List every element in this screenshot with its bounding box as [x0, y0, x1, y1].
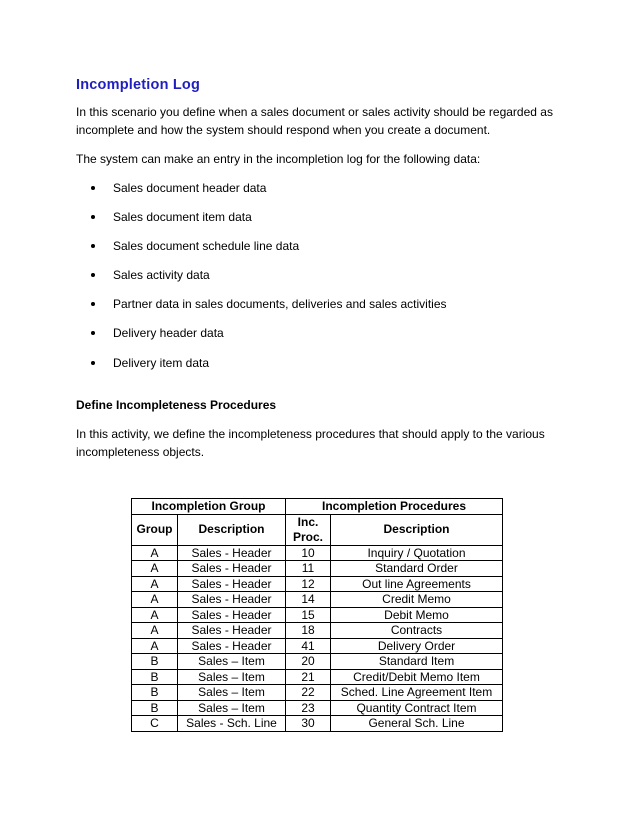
table-row — [132, 638, 503, 654]
table-row — [132, 669, 503, 685]
cell-group: C — [132, 716, 178, 732]
col-group-header: Group — [132, 514, 178, 545]
incompletion-procedures-header: Incompletion Procedures — [286, 499, 503, 515]
bullet-icon — [91, 186, 95, 190]
cell-proc-description: Contracts — [331, 623, 503, 639]
table-row — [132, 685, 503, 701]
cell-group: B — [132, 669, 178, 685]
bullet-icon — [91, 215, 95, 219]
cell-proc-description: General Sch. Line — [331, 716, 503, 732]
cell-proc-description: Out line Agreements — [331, 576, 503, 592]
cell-group: A — [132, 607, 178, 623]
cell-proc-description: Sched. Line Agreement Item — [331, 685, 503, 701]
cell-description: Sales - Header — [178, 592, 286, 608]
list-item: Delivery item data — [76, 356, 447, 385]
cell-description: Sales - Header — [178, 623, 286, 639]
col-description-header: Description — [178, 514, 286, 545]
cell-inc-proc: 41 — [286, 638, 331, 654]
bullet-icon — [91, 361, 95, 365]
cell-proc-description: Credit/Debit Memo Item — [331, 669, 503, 685]
table-row — [132, 654, 503, 670]
cell-proc-description: Debit Memo — [331, 607, 503, 623]
cell-group: A — [132, 561, 178, 577]
cell-description: Sales - Header — [178, 638, 286, 654]
table-body — [132, 545, 503, 731]
cell-inc-proc: 14 — [286, 592, 331, 608]
cell-description: Sales - Header — [178, 576, 286, 592]
cell-inc-proc: 22 — [286, 685, 331, 701]
cell-description: Sales - Header — [178, 607, 286, 623]
log-intro-paragraph: The system can make an entry in the incompletion log for the following data: — [76, 152, 481, 166]
cell-group: A — [132, 576, 178, 592]
table-row — [132, 545, 503, 561]
list-item: Sales document item data — [76, 210, 447, 239]
cell-proc-description: Credit Memo — [331, 592, 503, 608]
list-item: Delivery header data — [76, 326, 447, 355]
cell-inc-proc: 21 — [286, 669, 331, 685]
cell-proc-description: Delivery Order — [331, 638, 503, 654]
cell-inc-proc: 23 — [286, 700, 331, 716]
cell-inc-proc: 30 — [286, 716, 331, 732]
cell-group: A — [132, 638, 178, 654]
table-row — [132, 561, 503, 577]
cell-inc-proc: 11 — [286, 561, 331, 577]
cell-group: A — [132, 592, 178, 608]
cell-description: Sales - Sch. Line — [178, 716, 286, 732]
cell-description: Sales – Item — [178, 669, 286, 685]
intro-paragraph: In this scenario you define when a sales document or sales activity should be regarded as incomplete and how the system should respond when you create a document. — [76, 105, 553, 137]
cell-group: A — [132, 545, 178, 561]
page-title: Incompletion Log — [76, 77, 201, 93]
table-row — [132, 716, 503, 732]
table-row — [132, 607, 503, 623]
list-item: Sales document schedule line data — [76, 239, 447, 268]
cell-group: B — [132, 700, 178, 716]
bullet-icon — [91, 273, 95, 277]
section-paragraph: In this activity, we define the incompleteness procedures that should apply to the various incompleteness objects. — [76, 427, 545, 459]
cell-group: B — [132, 654, 178, 670]
table-row — [132, 576, 503, 592]
table-row — [132, 623, 503, 639]
table-row — [132, 700, 503, 716]
cell-description: Sales – Item — [178, 654, 286, 670]
cell-proc-description: Standard Item — [331, 654, 503, 670]
list-item: Partner data in sales documents, deliveries and sales activities — [76, 297, 447, 326]
col-proc-description-header: Description — [331, 514, 503, 545]
cell-inc-proc: 12 — [286, 576, 331, 592]
cell-proc-description: Standard Order — [331, 561, 503, 577]
cell-inc-proc: 10 — [286, 545, 331, 561]
incompletion-data-list — [76, 181, 447, 385]
cell-proc-description: Inquiry / Quotation — [331, 545, 503, 561]
cell-proc-description: Quantity Contract Item — [331, 700, 503, 716]
cell-group: B — [132, 685, 178, 701]
table-group-header-row — [132, 499, 503, 515]
list-item: Sales activity data — [76, 268, 447, 297]
table-column-header-row — [132, 514, 503, 545]
bullet-icon — [91, 302, 95, 306]
cell-inc-proc: 20 — [286, 654, 331, 670]
cell-description: Sales - Header — [178, 545, 286, 561]
table-row — [132, 592, 503, 608]
cell-description: Sales – Item — [178, 700, 286, 716]
cell-description: Sales - Header — [178, 561, 286, 577]
section-heading: Define Incompleteness Procedures — [76, 398, 277, 412]
cell-inc-proc: 18 — [286, 623, 331, 639]
bullet-icon — [91, 331, 95, 335]
cell-inc-proc: 15 — [286, 607, 331, 623]
col-inc-proc-header: Inc. Proc. — [286, 514, 331, 545]
incompletion-group-header: Incompletion Group — [132, 499, 286, 515]
incompletion-table — [131, 498, 503, 732]
list-item: Sales document header data — [76, 181, 447, 210]
cell-description: Sales – Item — [178, 685, 286, 701]
bullet-icon — [91, 244, 95, 248]
cell-group: A — [132, 623, 178, 639]
